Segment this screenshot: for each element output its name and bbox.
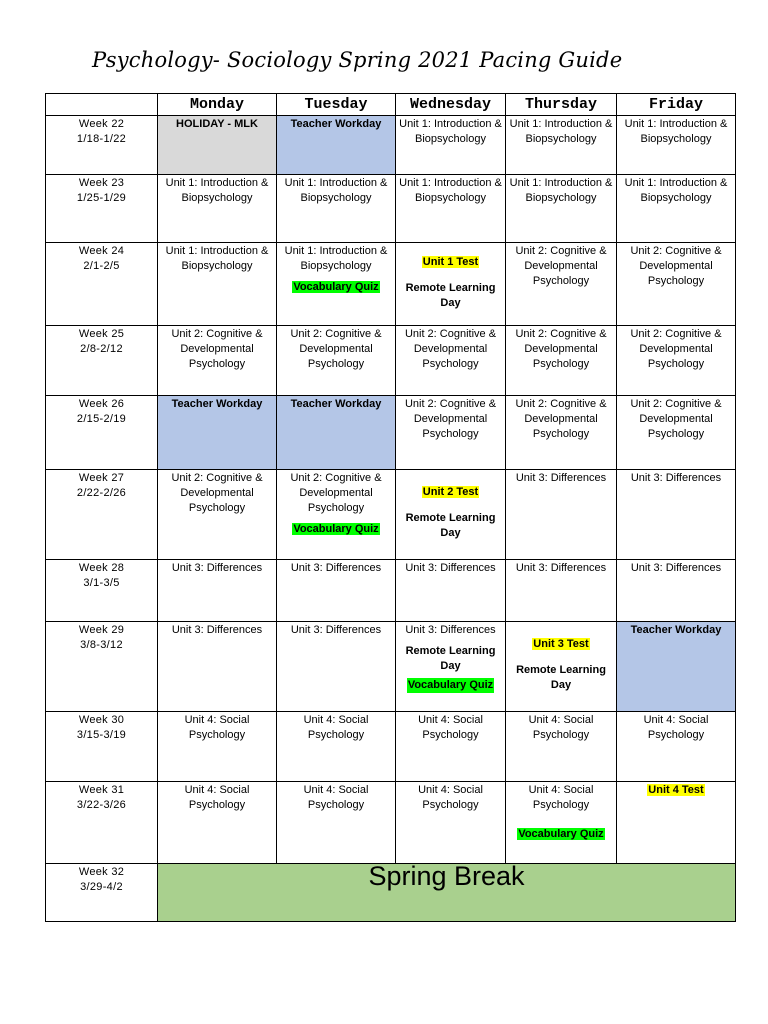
corner-cell <box>46 94 158 116</box>
day-cell: Unit 1: Introduction & Biopsychology <box>158 175 277 243</box>
week-cell: Week 22 1/18-1/22 <box>46 116 158 175</box>
day-cell: Unit 1: Introduction & Biopsychology <box>506 116 617 175</box>
day-header-tuesday: Tuesday <box>277 94 396 116</box>
table-row <box>46 560 736 622</box>
week-cell: Week 28 3/1-3/5 <box>46 560 158 622</box>
day-cell: Unit 2: Cognitive & Developmental Psychology <box>506 243 617 326</box>
day-cell: Unit 3: Differences <box>617 470 736 560</box>
table-row <box>46 243 736 326</box>
table-row <box>46 470 736 560</box>
day-cell <box>506 622 617 712</box>
day-header-friday: Friday <box>617 94 736 116</box>
day-cell: Unit 1: Introduction & Biopsychology <box>617 175 736 243</box>
week-cell: Week 23 1/25-1/29 <box>46 175 158 243</box>
table-row <box>46 326 736 396</box>
remote-day-label: Remote Learning Day <box>405 512 496 539</box>
day-cell: Unit 4: Social Psychology Vocabulary Quiz <box>506 782 617 864</box>
day-cell: Unit 3: Differences <box>158 560 277 622</box>
day-cell <box>617 782 736 864</box>
week-cell: Week 24 2/1-2/5 <box>46 243 158 326</box>
unit-test-badge: Unit 4 Test <box>648 784 704 796</box>
day-cell: Unit 1: Introduction & Biopsychology <box>506 175 617 243</box>
table-row <box>46 864 736 922</box>
week-cell: Week 26 2/15-2/19 <box>46 396 158 470</box>
vocab-quiz-badge: Vocabulary Quiz <box>293 523 379 535</box>
day-cell: Unit 1: Introduction & Biopsychology <box>277 175 396 243</box>
remote-day-label: Remote Learning Day <box>516 664 606 691</box>
day-cell <box>277 116 396 175</box>
day-cell: Unit 3: Differences <box>277 560 396 622</box>
day-cell: Unit 2: Cognitive & Developmental Psychology <box>617 243 736 326</box>
workday-label: Teacher Workday <box>630 624 722 636</box>
week-cell: Week 30 3/15-3/19 <box>46 712 158 782</box>
day-cell: Unit 1: Introduction & Biopsychology <box>158 243 277 326</box>
workday-label: Teacher Workday <box>290 398 382 410</box>
vocab-quiz-badge: Vocabulary Quiz <box>293 281 379 293</box>
day-cell <box>617 622 736 712</box>
day-cell: Unit 3: Differences <box>396 560 506 622</box>
week-cell: Week 27 2/22-2/26 <box>46 470 158 560</box>
page-title: Psychology- Sociology Spring 2021 Pacing Guide <box>92 48 623 72</box>
workday-label: Teacher Workday <box>290 118 382 130</box>
day-cell: Unit 2: Cognitive & Developmental Psychology <box>158 470 277 560</box>
day-cell <box>396 470 506 560</box>
day-header-monday: Monday <box>158 94 277 116</box>
day-cell: Unit 2: Cognitive & Developmental Psychology <box>396 396 506 470</box>
day-cell: Unit 3: Differences <box>158 622 277 712</box>
day-cell: Unit 1: Introduction & Biopsychology <box>617 116 736 175</box>
day-cell: Unit 2: Cognitive & Developmental Psychology <box>277 326 396 396</box>
day-cell: Unit 2: Cognitive & Developmental Psychology <box>506 396 617 470</box>
week-cell: Week 32 3/29-4/2 <box>46 864 158 922</box>
holiday-label: HOLIDAY - MLK <box>176 118 258 130</box>
table-row <box>46 396 736 470</box>
day-cell: Unit 2: Cognitive & Developmental Psychology <box>617 396 736 470</box>
day-cell: Unit 1: Introduction & Biopsychology Vocabulary Quiz <box>277 243 396 326</box>
day-cell: Unit 4: Social Psychology <box>158 712 277 782</box>
day-cell: Unit 2: Cognitive & Developmental Psychology <box>396 326 506 396</box>
day-cell: Unit 4: Social Psychology <box>617 712 736 782</box>
day-cell: Unit 3: Differences <box>617 560 736 622</box>
day-cell: Unit 4: Social Psychology <box>277 782 396 864</box>
day-cell: Unit 2: Cognitive & Developmental Psychology <box>158 326 277 396</box>
day-cell: Unit 2: Cognitive & Developmental Psychology <box>506 326 617 396</box>
table-row <box>46 175 736 243</box>
table-row <box>46 712 736 782</box>
day-cell: Unit 1: Introduction & Biopsychology <box>396 175 506 243</box>
day-cell: Unit 3: Differences <box>277 622 396 712</box>
day-cell <box>158 116 277 175</box>
day-cell <box>277 396 396 470</box>
day-cell: Unit 3: Differences Remote Learning Day Vocabulary Quiz <box>396 622 506 712</box>
vocab-quiz-badge: Vocabulary Quiz <box>407 679 494 691</box>
day-cell: Unit 4: Social Psychology <box>396 712 506 782</box>
unit-test-badge: Unit 2 Test <box>422 486 479 498</box>
pacing-table <box>45 93 736 922</box>
day-cell: Unit 4: Social Psychology <box>506 712 617 782</box>
day-header-thursday: Thursday <box>506 94 617 116</box>
table-row <box>46 782 736 864</box>
remote-day-label: Remote Learning Day <box>405 645 496 672</box>
unit-test-badge: Unit 3 Test <box>533 638 589 650</box>
day-header-wednesday: Wednesday <box>396 94 506 116</box>
table-row <box>46 622 736 712</box>
day-cell: Unit 2: Cognitive & Developmental Psychology Vocabulary Quiz <box>277 470 396 560</box>
day-cell: Unit 4: Social Psychology <box>396 782 506 864</box>
day-cell: Unit 1: Introduction & Biopsychology <box>396 116 506 175</box>
day-cell: Unit 3: Differences <box>506 560 617 622</box>
remote-day-label: Remote Learning Day <box>405 282 496 309</box>
day-cell: Unit 3: Differences <box>506 470 617 560</box>
day-cell <box>396 243 506 326</box>
workday-label: Teacher Workday <box>171 398 263 410</box>
spring-break-label: Spring Break <box>368 863 525 891</box>
spring-break-cell <box>158 864 736 922</box>
day-cell: Unit 2: Cognitive & Developmental Psychology <box>617 326 736 396</box>
week-cell: Week 29 3/8-3/12 <box>46 622 158 712</box>
table-row <box>46 116 736 175</box>
day-cell: Unit 4: Social Psychology <box>277 712 396 782</box>
week-cell: Week 25 2/8-2/12 <box>46 326 158 396</box>
vocab-quiz-badge: Vocabulary Quiz <box>518 828 604 840</box>
week-cell: Week 31 3/22-3/26 <box>46 782 158 864</box>
header-row <box>46 94 736 116</box>
day-cell: Unit 4: Social Psychology <box>158 782 277 864</box>
day-cell <box>158 396 277 470</box>
unit-test-badge: Unit 1 Test <box>422 256 479 268</box>
